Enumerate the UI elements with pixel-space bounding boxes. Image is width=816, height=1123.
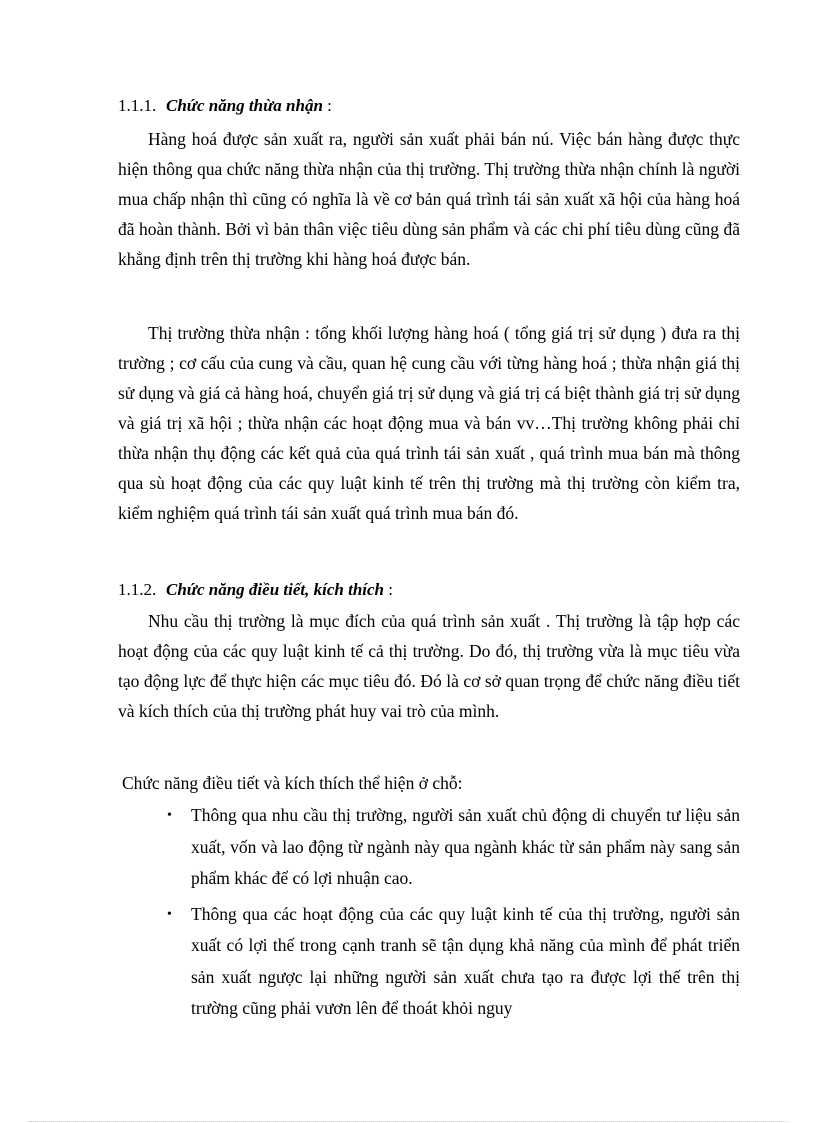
paragraph: Hàng hoá được sản xuất ra, người sản xuất phải bán nú. Việc bán hàng được thực hiện thông qua chức năng thừa nhận của thị trường. Thị trường thừa nhận chính là người mua chấp nhận thì cũng có nghĩa là về cơ bản quá trình tái sản xuất xã hội của hàng hoá đã hoàn thành. Bởi vì bản thân việc tiêu dùng sản phẩm và các chi phí tiêu dùng cũng đã khẳng định trên thị trường khi hàng hoá được bán.: [118, 129, 740, 269]
section-title: Chức năng điều tiết, kích thích: [166, 580, 384, 599]
bullet-list: [165, 800, 740, 1029]
section-title-suffix: :: [322, 96, 332, 115]
section-number: 1.1.2.: [118, 580, 157, 599]
paragraph: Nhu cầu thị trường là mục đích của quá trình sản xuất . Thị trường là tập hợp các hoạt động của các quy luật kinh tế cả thị trường. Do đó, thị trường vừa là mục tiêu vừa tạo động lực để thực hiện các mục tiêu đó. Đó là cơ sở quan trọng để chức năng điều tiết và kích thích của thị trường phát huy vai trò của mình.: [118, 611, 740, 721]
bullet-icon: •: [167, 808, 172, 823]
list-item: [165, 800, 740, 895]
bullet-lead: Chức năng điều tiết và kích thích thể hiện ở chỗ:: [122, 773, 463, 793]
section-number: 1.1.1.: [118, 96, 157, 115]
page-bottom-divider: [28, 1121, 788, 1122]
list-item: [165, 899, 740, 1025]
section-heading-1-1-2: [118, 580, 393, 600]
list-item-text: Thông qua nhu cầu thị trường, người sản xuất chủ động di chuyển tư liệu sản xuất, vốn và lao động từ ngành này qua ngành khác từ sản phẩm này sang sản phẩm khác để có lợi nhuận cao.: [191, 805, 740, 888]
section-title-suffix: :: [384, 580, 393, 599]
section-title: Chức năng thừa nhận: [166, 96, 323, 115]
bullet-icon: •: [167, 906, 172, 922]
list-item-text: Thông qua các hoạt động của các quy luật kinh tế của thị trường, người sản xuất có lợi thế trong cạnh tranh sẽ tận dụng khả năng của mình để phát triển sản xuất ngược lại những người sản xuất chưa tạo ra được lợi thế trên thị trường cũng phải vươn lên để thoát khỏi nguy: [191, 903, 740, 1018]
section-heading-1-1-1: [118, 96, 332, 116]
paragraph: Thị trường thừa nhận : tổng khối lượng hàng hoá ( tổng giá trị sử dụng ) đưa ra thị trường ; cơ cấu của cung và cầu, quan hệ cung cầu với từng hàng hoá ; thừa nhận giá thị sử dụng và giá cả hàng hoá, chuyển giá trị sử dụng và giá trị cá biệt thành giá trị sử dụng và giá trị xã hội ; thừa nhận các hoạt động mua và bán vv…Thị trường không phải chỉ thừa nhận thụ động các kết quả của quá trình tái sản xuất , quá trình mua bán mà thông qua sù hoạt động của các quy luật kinh tế trên thị trường mà thị trường còn kiểm tra, kiểm nghiệm quá trình tái sản xuất quá trình mua bán đó.: [118, 323, 740, 523]
